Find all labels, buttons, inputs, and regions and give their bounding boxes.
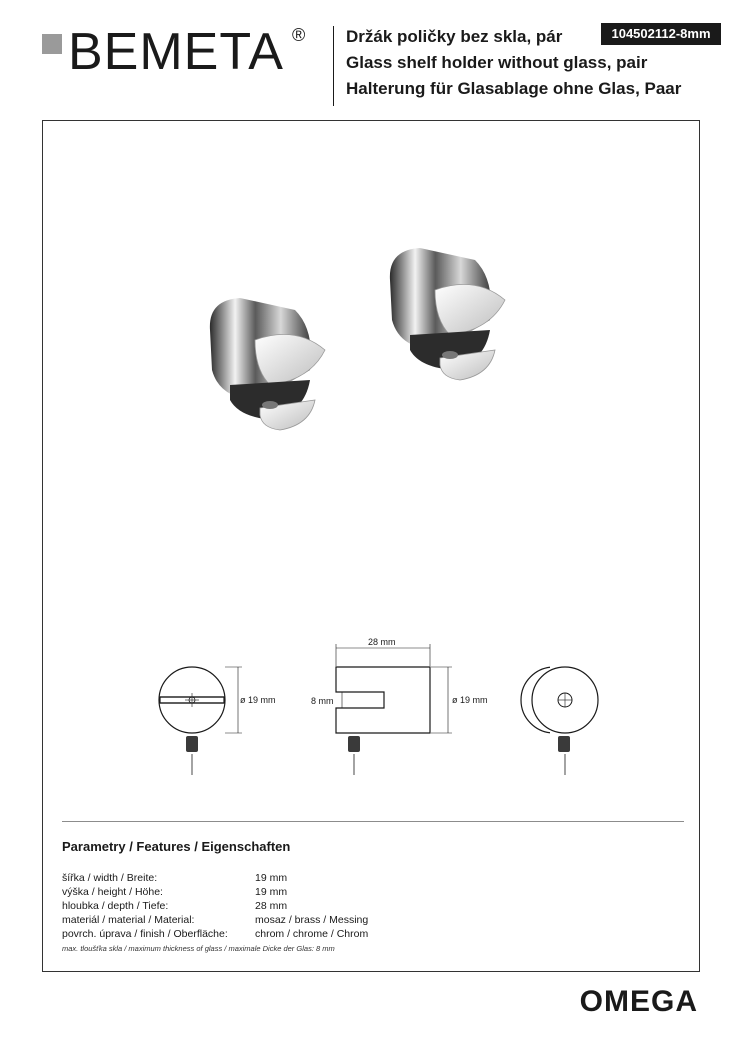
series-name: OMEGA <box>579 985 698 1018</box>
section-divider <box>62 821 684 822</box>
dim-slot: 8 mm <box>311 696 334 706</box>
glass-thickness-note: max. tloušťka skla / maximum thickness of glass / maximale Dicke der Glas: 8 mm <box>62 944 335 953</box>
title-cz: Držák poličky bez skla, pár <box>346 27 563 46</box>
registered-mark: ® <box>292 25 306 45</box>
dim-diameter-right: ø 19 mm <box>452 695 488 705</box>
dim-diameter-left: ø 19 mm <box>240 695 276 705</box>
product-photo <box>180 230 540 450</box>
feature-value: 28 mm <box>255 900 288 912</box>
product-code-badge: 104502112-8mm <box>601 23 721 45</box>
feature-value: 19 mm <box>255 886 288 898</box>
feature-label: hloubka / depth / Tiefe: <box>62 900 169 912</box>
feature-value: 19 mm <box>255 872 288 884</box>
title-de: Halterung für Glasablage ohne Glas, Paar <box>346 79 682 98</box>
holder-right <box>390 248 505 380</box>
features-title: Parametry / Features / Eigenschaften <box>62 839 291 854</box>
header-divider <box>333 26 334 106</box>
feature-value: chrom / chrome / Chrom <box>255 928 369 940</box>
brand-logo: BEMETA <box>68 23 284 81</box>
feature-label: výška / height / Höhe: <box>62 886 163 898</box>
drawing-front-view <box>520 660 620 785</box>
logo-square <box>42 34 62 54</box>
title-en: Glass shelf holder without glass, pair <box>346 53 648 72</box>
technical-drawing <box>130 630 550 780</box>
dim-width: 28 mm <box>368 637 396 647</box>
holder-left <box>210 298 325 430</box>
feature-label: povrch. úprava / finish / Oberfläche: <box>62 928 228 940</box>
feature-label: materiál / material / Material: <box>62 914 195 926</box>
feature-label: šířka / width / Breite: <box>62 872 158 884</box>
feature-value: mosaz / brass / Messing <box>255 914 369 926</box>
